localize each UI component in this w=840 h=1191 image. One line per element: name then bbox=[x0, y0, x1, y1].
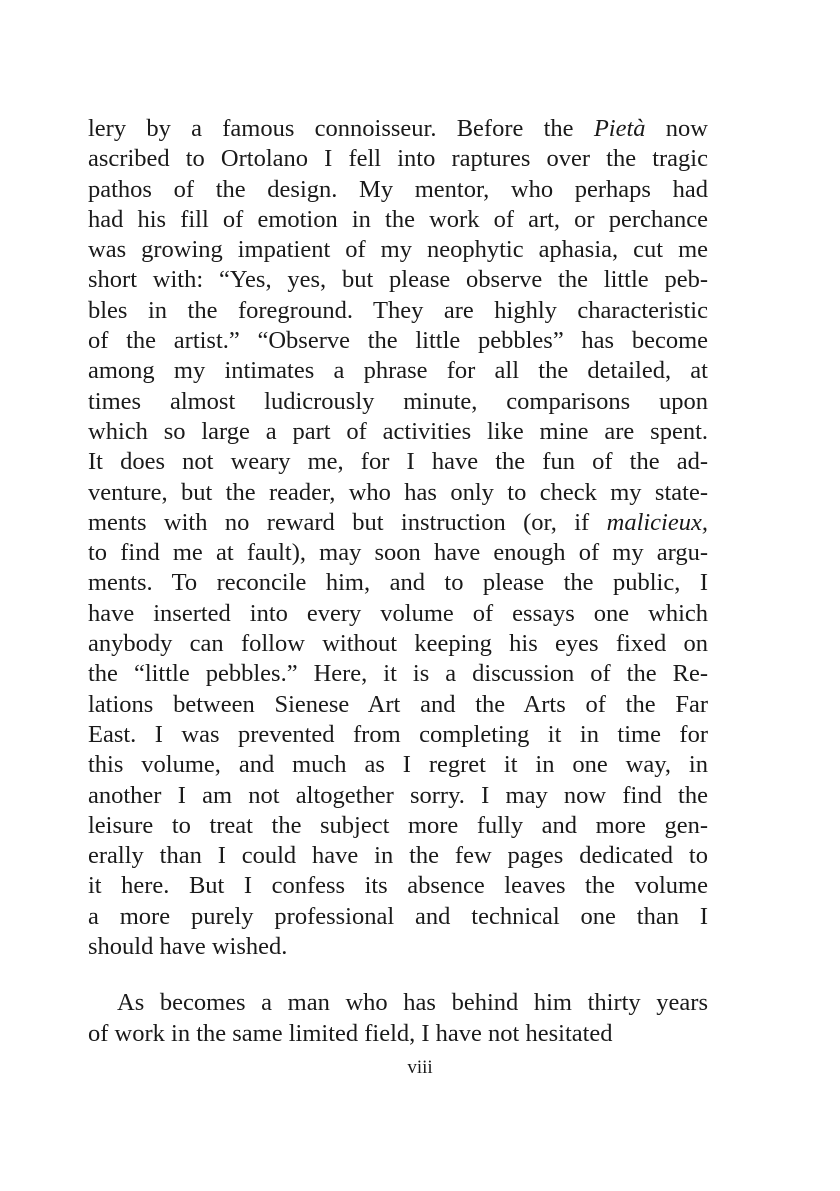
text-run: of work in the same limited field, I have not hesitated bbox=[88, 1019, 613, 1047]
text-run: which so large a part of activities like mine are spent. bbox=[88, 417, 708, 445]
text-line bbox=[88, 720, 708, 750]
text-line bbox=[88, 114, 708, 144]
text-line bbox=[88, 811, 708, 841]
paragraph bbox=[88, 114, 708, 962]
text-run: times almost ludicrously minute, comparisons upon bbox=[88, 387, 708, 415]
page-number: viii bbox=[407, 1057, 433, 1078]
body-text bbox=[88, 114, 708, 1049]
text-line bbox=[88, 932, 708, 962]
text-run: a more purely professional and technical one than I bbox=[88, 902, 708, 930]
italic-text: malicieux, bbox=[606, 508, 708, 536]
text-line bbox=[88, 599, 708, 629]
text-line bbox=[88, 296, 708, 326]
text-run: have inserted into every volume of essays one which bbox=[88, 599, 708, 627]
text-run: leisure to treat the subject more fully and more gen- bbox=[88, 811, 708, 839]
text-run: this volume, and much as I regret it in one way, in bbox=[88, 751, 708, 779]
text-run: of the artist.” “Observe the little pebbles” has become bbox=[88, 327, 708, 355]
text-run: should have wished. bbox=[88, 933, 288, 961]
text-run: It does not weary me, for I have the fun of the ad- bbox=[88, 448, 708, 476]
text-run: short with: “Yes, yes, but please observe the little peb- bbox=[88, 266, 708, 294]
text-line bbox=[88, 902, 708, 932]
text-line bbox=[88, 629, 708, 659]
text-run: another I am not altogether sorry. I may now find the bbox=[88, 781, 708, 809]
text-line bbox=[88, 568, 708, 598]
text-line bbox=[88, 478, 708, 508]
text-run: the “little pebbles.” Here, it is a discussion of the Re- bbox=[88, 660, 708, 688]
text-line bbox=[88, 387, 708, 417]
text-run: among my intimates a phrase for all the detailed, at bbox=[88, 357, 708, 385]
text-run: lations between Sienese Art and the Arts of the Far bbox=[88, 690, 708, 718]
text-line bbox=[88, 659, 708, 689]
text-line bbox=[88, 417, 708, 447]
text-line bbox=[88, 326, 708, 356]
text-run: venture, but the reader, who has only to check my state- bbox=[88, 478, 708, 506]
text-line bbox=[88, 144, 708, 174]
text-line bbox=[88, 690, 708, 720]
text-line bbox=[88, 265, 708, 295]
text-line bbox=[88, 1019, 708, 1049]
text-line bbox=[88, 447, 708, 477]
text-line bbox=[88, 205, 708, 235]
text-run: was growing impatient of my neophytic aphasia, cut me bbox=[88, 236, 708, 264]
text-run: ments with no reward but instruction (or, if bbox=[88, 508, 607, 536]
text-run: now bbox=[645, 115, 709, 142]
text-line bbox=[88, 750, 708, 780]
text-run: erally than I could have in the few pages dedicated to bbox=[88, 842, 708, 870]
text-run: it here. But I confess its absence leaves the volume bbox=[88, 872, 708, 900]
paragraph-spacer bbox=[88, 962, 708, 988]
text-line bbox=[88, 235, 708, 265]
text-run: had his fill of emotion in the work of art, or perchance bbox=[88, 205, 708, 233]
text-run: pathos of the design. My mentor, who perhaps had bbox=[88, 175, 708, 203]
text-run: ascribed to Ortolano I fell into raptures over the tragic bbox=[88, 145, 708, 173]
text-run: ments. To reconcile him, and to please the public, I bbox=[88, 569, 708, 597]
text-run: East. I was prevented from completing it in time for bbox=[88, 720, 708, 748]
text-run: to find me at fault), may soon have enough of my argu- bbox=[88, 539, 708, 567]
text-line bbox=[88, 508, 708, 538]
text-line bbox=[88, 781, 708, 811]
text-run: anybody can follow without keeping his eyes fixed on bbox=[88, 630, 708, 658]
text-run: lery by a famous connoisseur. Before the bbox=[88, 115, 594, 142]
text-line bbox=[88, 871, 708, 901]
italic-text: Pietà bbox=[593, 115, 646, 142]
text-run: As becomes a man who has behind him thirty years bbox=[117, 989, 708, 1017]
text-line bbox=[88, 175, 708, 205]
text-run: bles in the foreground. They are highly characteristic bbox=[88, 296, 708, 324]
paragraph bbox=[88, 988, 708, 1049]
text-line bbox=[88, 841, 708, 871]
text-line bbox=[88, 538, 708, 568]
text-line bbox=[88, 356, 708, 386]
text-line bbox=[88, 988, 708, 1018]
